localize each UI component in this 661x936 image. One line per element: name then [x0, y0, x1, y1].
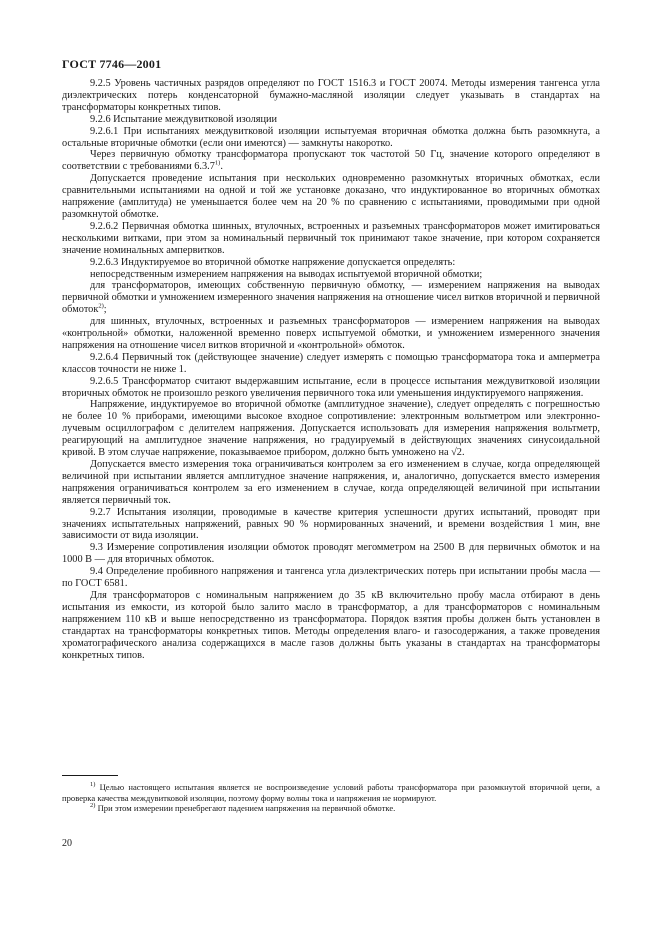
footnote-text: При этом измерении пренебрегают падением напряжения на первичной обмотке.: [97, 803, 396, 814]
paragraph-9-2-7: 9.2.7 Испытания изоляции, проводимые в качестве критерия успешности других испытаний, проводят при значениях испытательных напряжений, равных 90 % нормированных значений, и времени воздействия 1 мин, вне зависимости от вида изоляции.: [62, 506, 600, 542]
paragraph-current-control: Допускается вместо измерения тока ограничиваться контролем за его изменением в случае, когда определяющей величиной при испытании является амплитудное значение напряжения, и, аналогично, допускается вместо измерения напряжения ограничиваться контролем за его изменением в случае, когда определяющей величиной при испытании является первичный ток.: [62, 459, 600, 506]
paragraph-own-primary: [62, 280, 600, 316]
paragraph-induced-voltage: [62, 399, 600, 459]
paragraph-9-3: 9.3 Измерение сопротивления изоляции обмоток проводят мегомметром на 2500 В для первичных обмоток и на 1000 В — для вторичных обмоток.: [62, 542, 600, 566]
footnote-marker: 1): [90, 781, 96, 789]
paragraph-9-2-6: 9.2.6 Испытание междувитковой изоляции: [90, 113, 278, 125]
paragraph-multiple-windings: Допускается проведение испытания при нескольких одновременно разомкнутых вторичных обмотках, если сравнительными испытаниями на одной и той же установке доказано, что индуктированное во вторичных обмотках напряжение (амплитуда) не уменьшается более чем на 20 % по сравнению с испытаниями, проводимыми при одной разомкнутой обмотке.: [62, 173, 600, 220]
paragraph-9-2-6-5: 9.2.6.5 Трансформатор считают выдержавшим испытание, если в процессе испытания междувитковой изоляции вторичных обмоток не произошло резкого увеличения первичного тока или уменьшения индуктируемого напряжения.: [62, 375, 600, 399]
document-body: [62, 78, 600, 661]
paragraph-9-2-6-3: 9.2.6.3 Индуктируемое во вторичной обмотке напряжение допускается определять:: [90, 256, 456, 268]
page-number: 20: [62, 838, 72, 849]
footnote-1: [62, 782, 600, 803]
footnote-ref-2: 2): [98, 302, 104, 310]
footnote-marker: 2): [90, 802, 96, 810]
paragraph-9-2-5: 9.2.5 Уровень частичных разрядов определяют по ГОСТ 1516.3 и ГОСТ 20074. Методы измерения тангенса угла диэлектрических потерь конденсаторной бумажно-масляной изоляции следует указывать в стандартах на трансформаторы конкретных типов.: [62, 78, 600, 113]
paragraph-direct-measurement: непосредственным измерением напряжения на выводах испытуемой вторичной обмотки;: [90, 268, 483, 280]
paragraph-end-punct: .: [461, 447, 465, 459]
paragraph-oil-sampling: Для трансформаторов с номинальным напряжением до 35 кВ включительно пробу масла отбирают в день испытания из емкости, из которой было залито масло в трансформатор, а для трансформаторов с номинальным напряжением 110 кВ и выше непосредственно из трансформатора. Порядок взятия пробы должен быть установлен в стандартах на трансформаторы конкретных типов. Методы определения влаго- и газосодержания, а также проведения хроматографического анализа содержащихся в масле газов должны быть указаны в стандартах на трансформаторы конкретных типов.: [62, 589, 600, 661]
paragraph-induced-voltage-text: Напряжение, индуктируемое во вторичной обмотке (амплитудное значение), следует определять с погрешностью не более 10 % приборами, имеющими высокое входное сопротивление: электронным вольтметром или электронно-лучевым осциллографом с делителем напряжения. Допускается использовать для измерения напряжения вольтметр, реагирующий на амплитудное значение напряжения, но градуируемый в действующих значениях синусоидальной кривой. В этом случае напряжение, показываемое прибором, должно быть умножено на: [62, 399, 600, 459]
sqrt-two: √2: [451, 447, 462, 459]
paragraph-own-primary-text: для трансформаторов, имеющих собственную первичную обмотку, — измерением напряжения на выводах первичной обмотки и умножением измеренного значения напряжения на отношение чисел витков вторичной и первичной обмоток: [62, 280, 600, 316]
paragraph-end-punct: .: [220, 161, 223, 173]
paragraph-9-2-6-1: 9.2.6.1 При испытаниях междувитковой изоляции испытуемая вторичная обмотка должна быть разомкнута, а остальные вторичные обмотки (если они имеются) — замкнуты накоротко.: [62, 125, 600, 149]
paragraph-9-2-6-4: 9.2.6.4 Первичный ток (действующее значение) следует измерять с помощью трансформатора тока и амперметра классов точности не ниже 1.: [62, 351, 600, 375]
paragraph-9-4: 9.4 Определение пробивного напряжения и тангенса угла диэлектрических потерь при испытании пробы масла — по ГОСТ 6581.: [62, 566, 600, 590]
footnotes: [62, 782, 600, 814]
footnote-ref-1: 1): [214, 159, 221, 167]
paragraph-9-2-6-2: 9.2.6.2 Первичная обмотка шинных, втулочных, встроенных и разъемных трансформаторов может имитироваться несколькими витками, при этом за номинальный первичный ток принимают такое значение, при котором сохраняется значение номинальных ампервитков.: [62, 220, 600, 256]
footnote-divider: [62, 775, 118, 776]
paragraph-control-winding: для шинных, втулочных, встроенных и разъемных трансформаторов — измерением напряжения на выводах «контрольной» обмотки, наложенной временно поверх испытуемой обмотки, и умножением измеренного значения напряжения на отношение чисел витков вторичной и «контрольной» обмоток.: [62, 316, 600, 351]
paragraph-primary-current: [62, 149, 600, 173]
paragraph-end-punct: ;: [103, 304, 107, 316]
footnote-text: Целью настоящего испытания является не воспроизведение условий работы трансформатора при разомкнутой вторичной цепи, а проверка качества междувитковой изоляции, поэтому форму волны тока и напряжения не нормируют.: [62, 782, 600, 803]
page-header: ГОСТ 7746—2001: [62, 57, 162, 71]
paragraph-primary-current-text: Через первичную обмотку трансформатора пропускают ток частотой 50 Гц, значение которого определяют в соответствии с требованиями 6.3.7: [62, 149, 600, 173]
footnote-2: [62, 803, 600, 814]
